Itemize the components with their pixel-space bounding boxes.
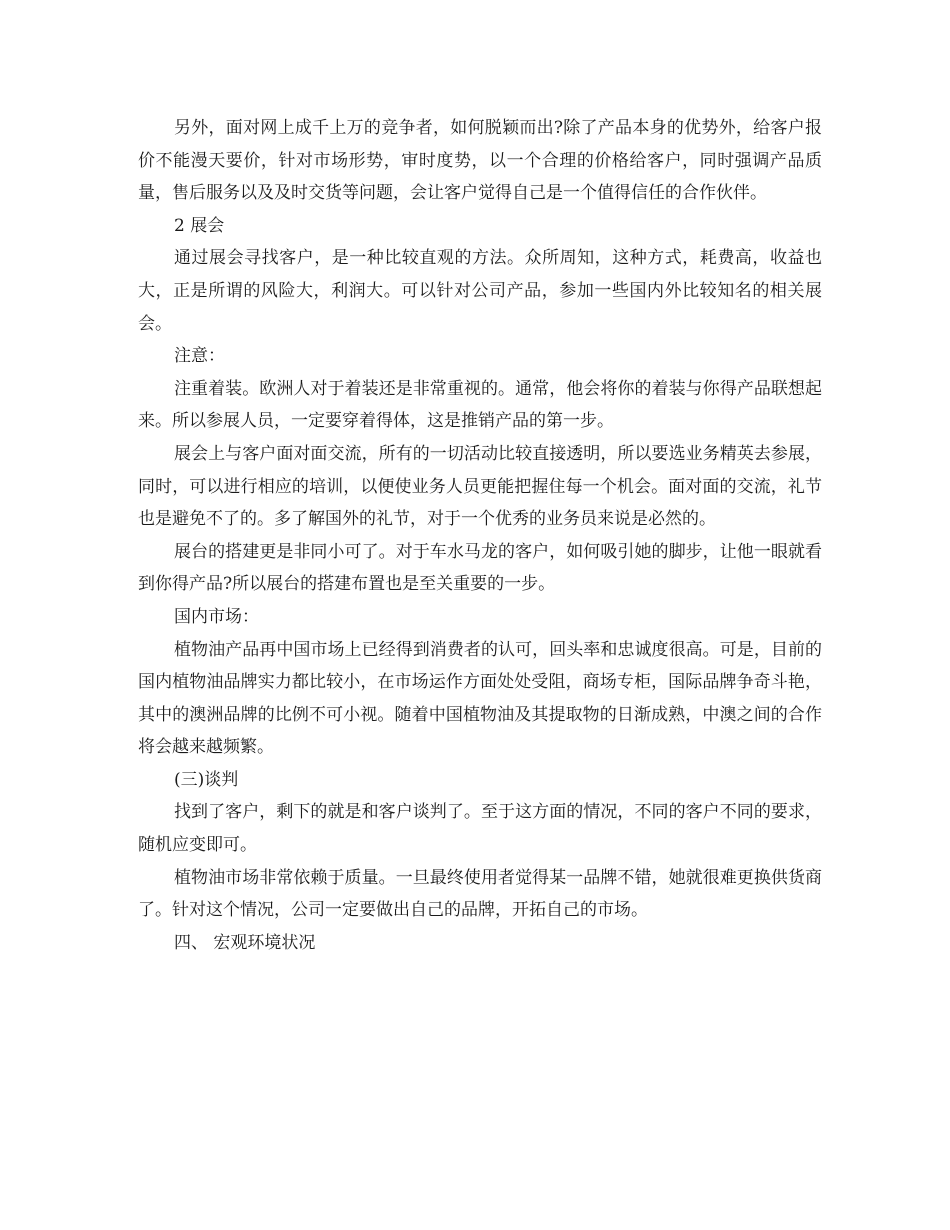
paragraph-exhibition-intro: 通过展会寻找客户，是一种比较直观的方法。众所周知，这种方式，耗费高，收益也大，正是所谓的风险大，利润大。可以针对公司产品，参加一些国内外比较知名的相关展会。 xyxy=(138,248,822,334)
heading-exhibition: 2 展会 xyxy=(174,215,225,236)
paragraph-quality: 植物油市场非常依赖于质量。一旦最终使用者觉得某一品牌不错，她就很难更换供货商了。针对这个情况，公司一定要做出自己的品牌，开拓自己的市场。 xyxy=(138,867,822,921)
paragraph-booth: 展台的搭建更是非同小可了。对于车水马龙的客户，如何吸引她的脚步，让他一眼就看到你得产品?所以展台的搭建布置也是至关重要的一步。 xyxy=(138,541,822,595)
paragraph-face-to-face: 展会上与客户面对面交流，所有的一切活动比较直接透明，所以要选业务精英去参展，同时，可以进行相应的培训，以便使业务人员更能把握住每一个机会。面对面的交流，礼节也是避免不了的。多了解国外的礼节，对于一个优秀的业务员来说是必然的。 xyxy=(138,443,822,530)
heading-domestic-market: 国内市场： xyxy=(174,606,259,627)
heading-macro-environment: 四、 宏观环境状况 xyxy=(174,932,316,953)
paragraph-attire: 注重着装。欧洲人对于着装还是非常重视的。通常，他会将你的着装与你得产品联想起来。所以参展人员，一定要穿着得体，这是推销产品的第一步。 xyxy=(138,378,822,432)
document-page xyxy=(138,112,822,959)
heading-notice: 注意： xyxy=(174,346,225,367)
heading-negotiation: (三)谈判 xyxy=(174,769,239,790)
paragraph-domestic-market: 植物油产品再中国市场上已经得到消费者的认可，回头率和忠诚度很高。可是，目前的国内植物油品牌实力都比较小，在市场运作方面处处受阻，商场专柜，国际品牌争奇斗艳，其中的澳洲品牌的比例不可小视。随着中国植物油及其提取物的日渐成熟，中澳之间的合作将会越来越频繁。 xyxy=(138,639,822,758)
paragraph-negotiation: 找到了客户，剩下的就是和客户谈判了。至于这方面的情况，不同的客户不同的要求，随机应变即可。 xyxy=(138,802,822,856)
paragraph-competition: 另外，面对网上成千上万的竞争者，如何脱颖而出?除了产品本身的优势外，给客户报价不能漫天要价，针对市场形势，审时度势，以一个合理的价格给客户，同时强调产品质量，售后服务以及及时交货等问题，会让客户觉得自己是一个值得信任的合作伙伴。 xyxy=(138,118,822,204)
